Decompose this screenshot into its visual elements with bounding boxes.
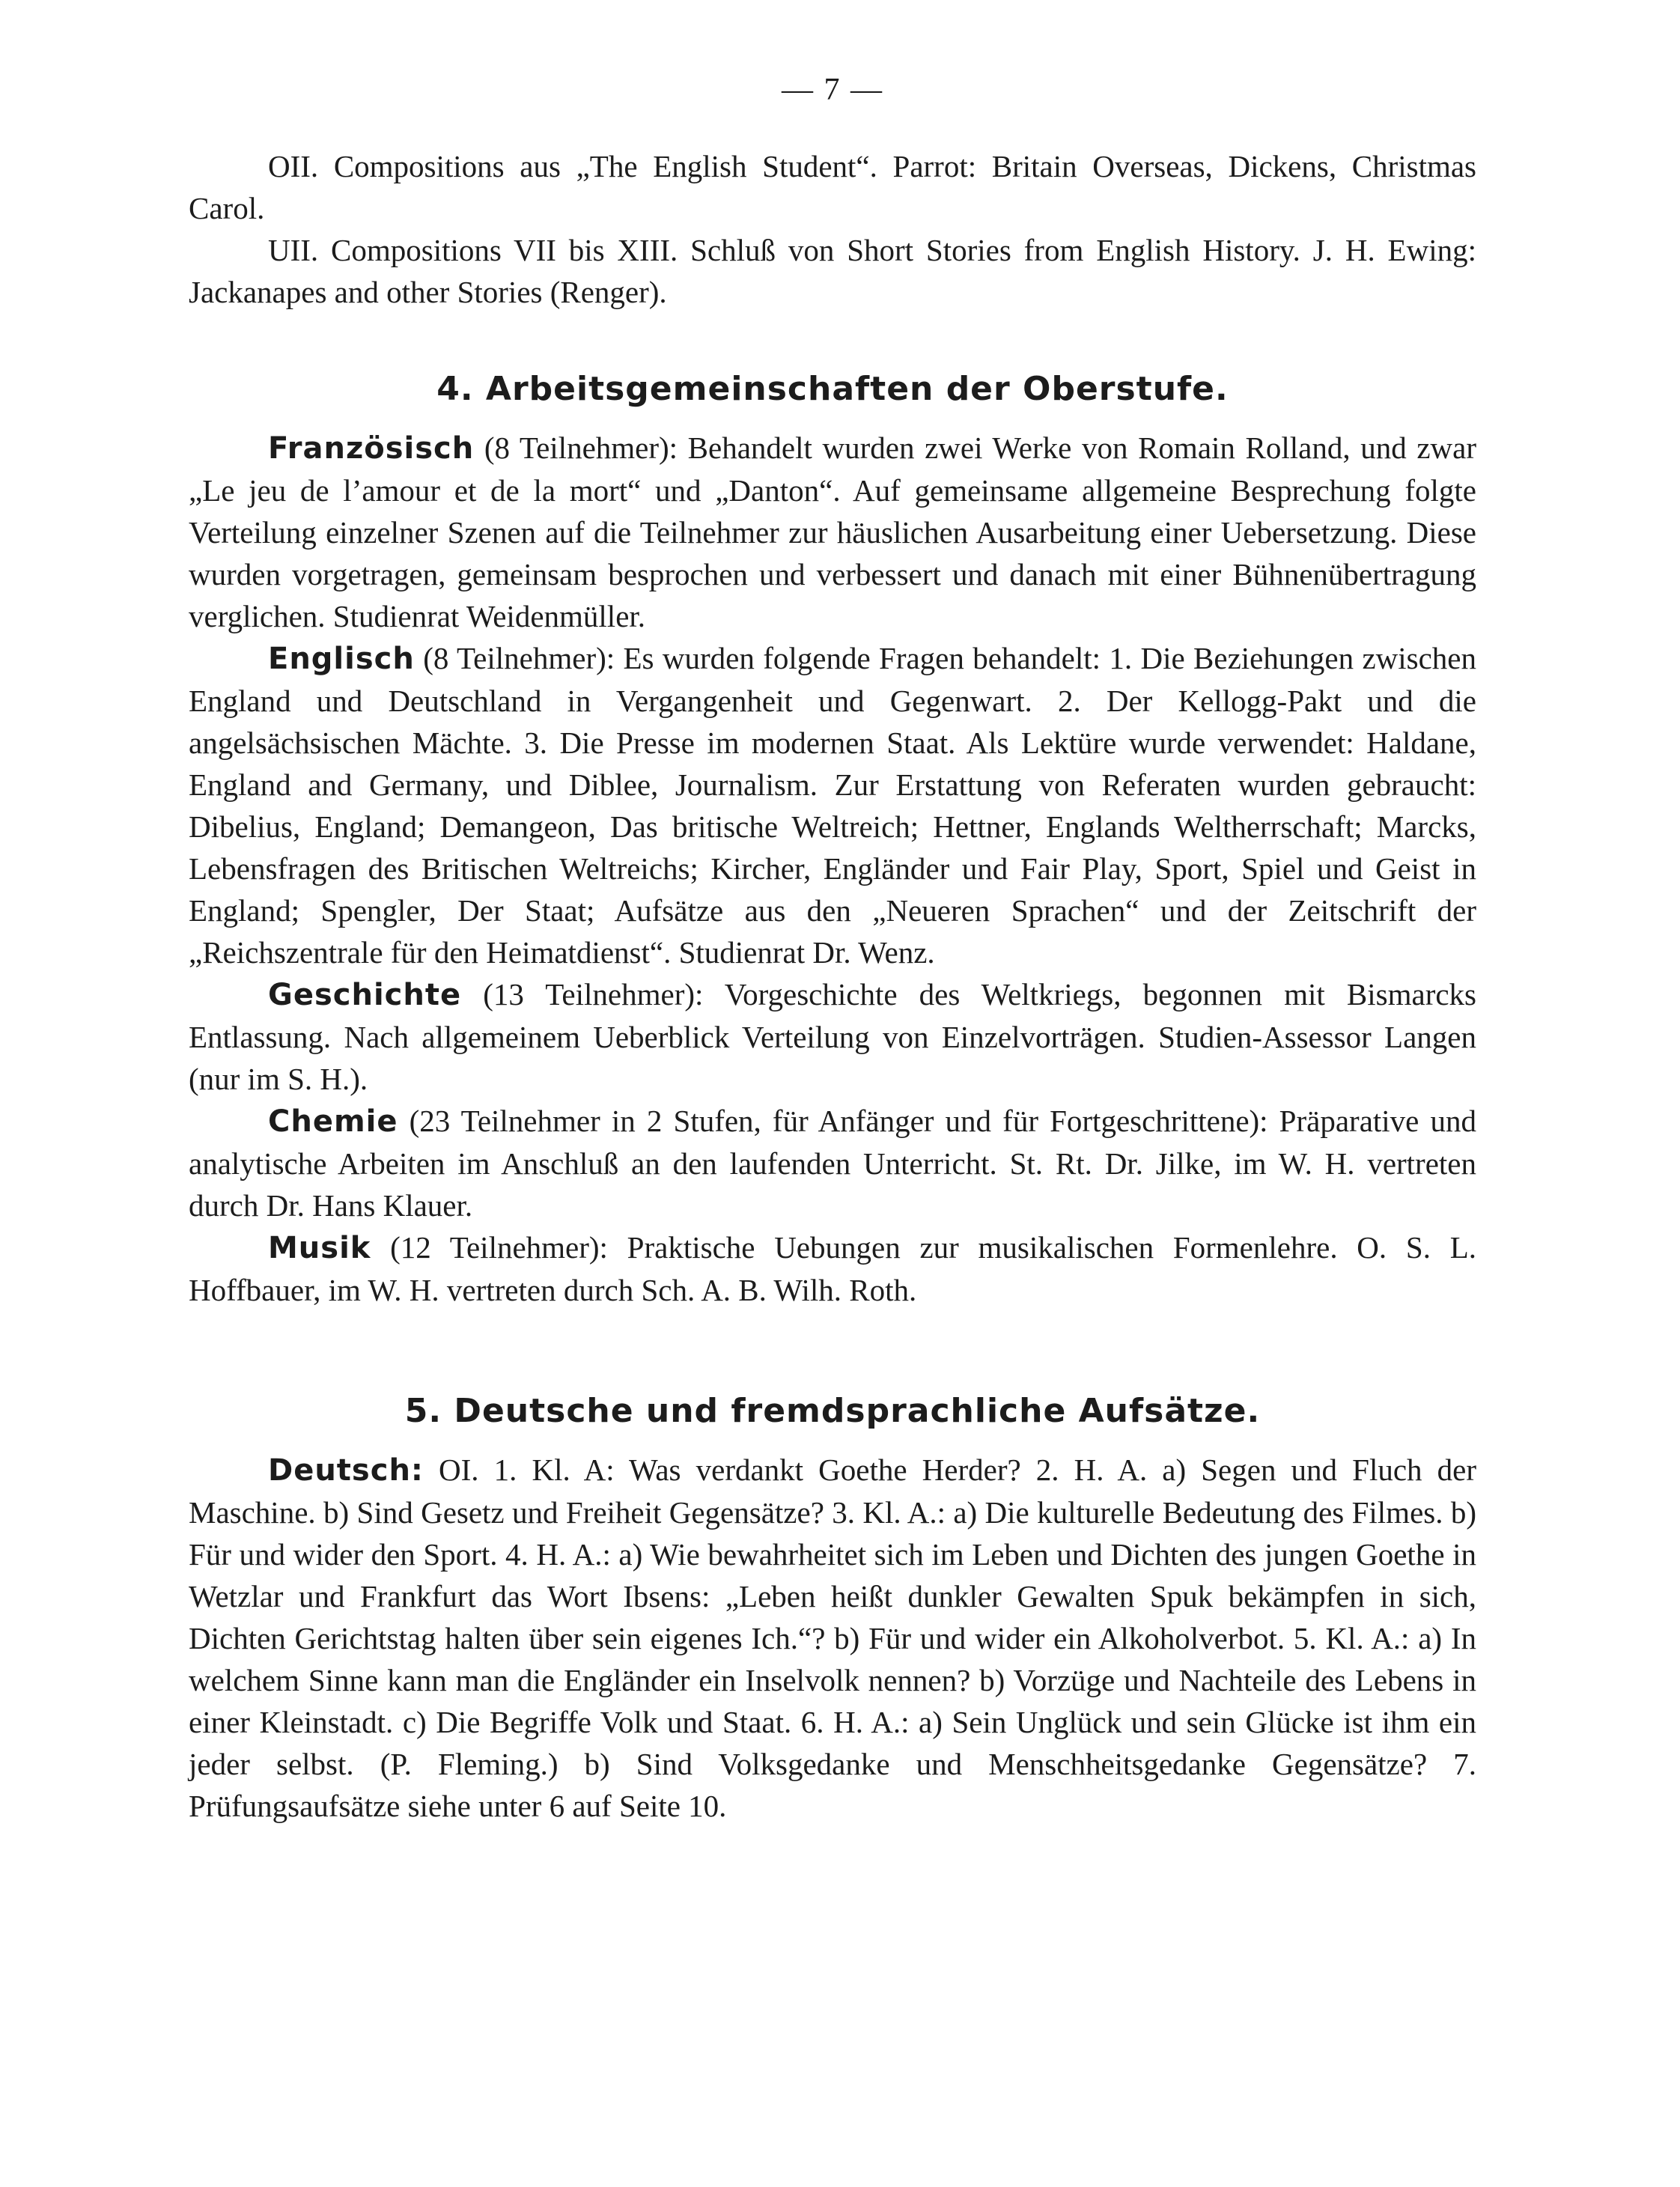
entry-musik — [189, 1226, 1476, 1311]
subject-label: Deutsch: — [268, 1453, 424, 1488]
entry-text: (12 Teilnehmer): Praktische Uebungen zur musikalischen Formenlehre. O. S. L. Hoffbauer, im W. H. vertreten durch Sch. A. B. Wilh. Roth. — [189, 1230, 1476, 1307]
subject-label: Musik — [268, 1231, 371, 1265]
entry-text: OI. 1. Kl. A: Was verdankt Goethe Herder? 2. H. A. a) Segen und Fluch der Maschine. b) Sind Gesetz und Freiheit Gegensätze? 3. Kl. A.: a) Die kulturelle Bedeutung des Filmes. b) Für und wider den Sport. 4. H. A.: a) Wie bewahrheitet sich im Leben und Dichten des jungen Goethe in Wetzlar und Frankfurt das Wort Ibsens: „Leben heißt dunkler Gewalten Spuk bekämpfen in sich, Dichten Gerichtstag halten über sein eigenes Ich.“? b) Für und wider ein Alkoholverbot. 5. Kl. A.: a) In welchem Sinne kann man die Engländer ein Inselvolk nennen? b) Vorzüge und Nachteile des Lebens in einer Kleinstadt. c) Die Begriffe Volk und Staat. 6. H. A.: a) Sein Unglück und sein Glücke ist ihm ein jeder selbst. (P. Fleming.) b) Sind Volksgedanke und Menschheitsgedanke Gegensätze? 7. Prüfungsaufsätze siehe unter 6 auf Seite 10. — [189, 1453, 1476, 1823]
entry-franzoesisch — [189, 427, 1476, 637]
subject-label: Geschichte — [268, 978, 462, 1012]
subject-label: Französisch — [268, 431, 475, 466]
section-5-heading: 5. Deutsche und fremdsprachliche Aufsätze. — [404, 1392, 1261, 1430]
subject-label: Englisch — [268, 642, 415, 676]
entry-text: (13 Teilnehmer): Vorgeschichte des Weltkriegs, begonnen mit Bismarcks Entlassung. Nach allgemeinem Ueberblick Verteilung von Einzelvorträgen. Studien-Assessor Langen (nur im S. H.). — [189, 977, 1476, 1096]
entry-text: (8 Teilnehmer): Behandelt wurden zwei Werke von Romain Rolland, und zwar „Le jeu de l’amour et de la mort“ und „Danton“. Auf gemeinsame allgemeine Besprechung folgte Verteilung einzelner Szenen auf die Teilnehmer zur häuslichen Ausarbeitung einer Uebersetzung. Diese wurden vorgetragen, gemeinsam besprochen und verbessert und danach mit einer Bühnenübertragung verglichen. Studienrat Weidenmüller. — [189, 431, 1476, 633]
entry-chemie — [189, 1100, 1476, 1226]
document-page — [189, 72, 1476, 1827]
entry-deutsch — [189, 1449, 1476, 1827]
reading-oii-paragraph: OII. Compositions aus „The English Student“. Parrot: Britain Overseas, Dickens, Christmas Carol. — [189, 149, 1476, 225]
subject-label: Chemie — [268, 1104, 398, 1139]
section-4-heading: 4. Arbeitsgemeinschaften der Oberstufe. — [436, 370, 1229, 408]
reading-uii-paragraph: UII. Compositions VII bis XIII. Schluß von Short Stories from English History. J. H. Ewing: Jackanapes and other Stories (Renger). — [189, 233, 1476, 309]
page-number: — 7 — — [782, 73, 883, 107]
entry-text: (23 Teilnehmer in 2 Stufen, für Anfänger und für Fortgeschrittene): Präparative und analytische Arbeiten im Anschluß an den laufenden Unterricht. St. Rt. Dr. Jilke, im W. H. vertreten durch Dr. Hans Klauer. — [189, 1104, 1476, 1223]
entry-englisch — [189, 637, 1476, 973]
entry-geschichte — [189, 973, 1476, 1100]
entry-text: (8 Teilnehmer): Es wurden folgende Fragen behandelt: 1. Die Beziehungen zwischen England und Deutschland in Vergangenheit und Gegenwart. 2. Der Kellogg-Pakt und die angelsächsischen Mächte. 3. Die Presse im modernen Staat. Als Lektüre wurde verwendet: Haldane, England and Germany, und Diblee, Journalism. Zur Erstattung von Referaten wurden gebraucht: Dibelius, England; Demangeon, Das britische Weltreich; Hettner, Englands Weltherrschaft; Marcks, Lebensfragen des Britischen Weltreichs; Kircher, Engländer und Fair Play, Sport, Spiel und Geist in England; Spengler, Der Staat; Aufsätze aus den „Neueren Sprachen“ und der Zeitschrift der „Reichszentrale für den Heimatdienst“. Studienrat Dr. Wenz. — [189, 641, 1476, 970]
